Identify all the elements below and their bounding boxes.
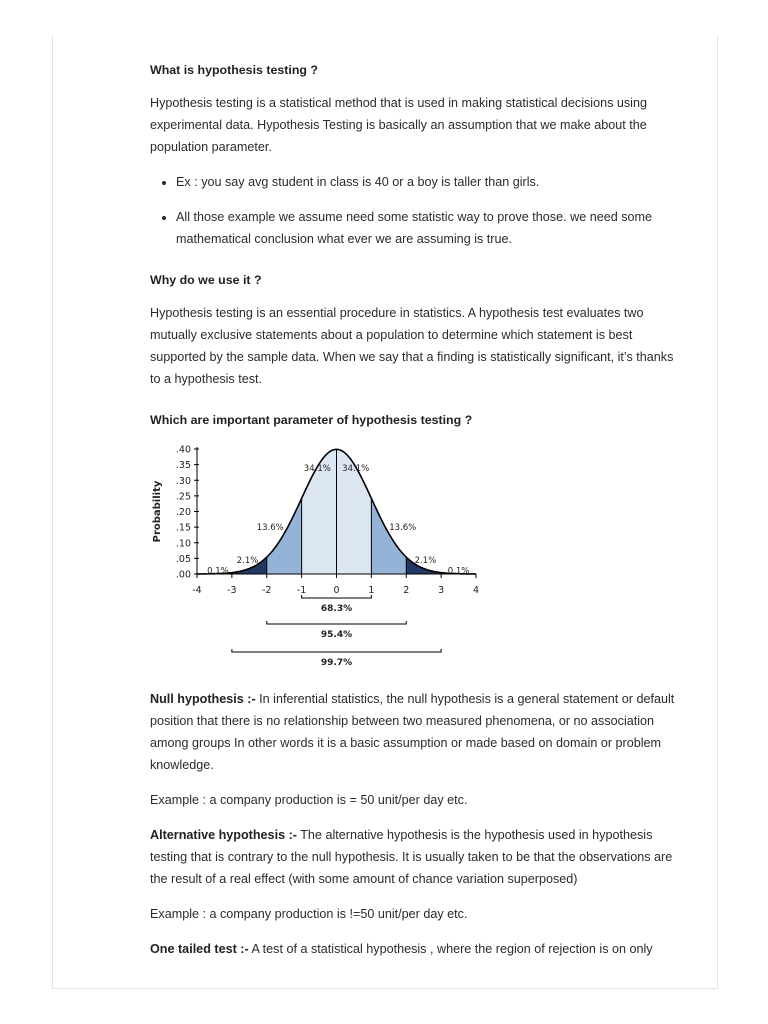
text-one-tailed: A test of a statistical hypothesis , where the region of rejection is on only [248,942,653,956]
area-percent-label: 13.6% [256,523,284,534]
x-tick-label: -1 [296,585,307,596]
chart-svg [144,442,484,674]
x-tick-label: 0 [333,585,340,596]
y-tick-label: .25 [175,491,191,503]
y-tick-label: .40 [175,444,191,456]
interval-label: 95.4% [320,630,353,640]
bullet-item: • All those example we assume need some statistic way to prove those. we need some mathematical conclusion what ever we are assuming is true. [176,206,680,250]
term-one-tailed: One tailed test :- [150,942,249,956]
para-what-is-hypothesis: Hypothesis testing is a statistical method that is used in making statistical decisions using experimental data. Hypothesis Testing is basically an assumption that we make about the population parameter. [150,96,647,154]
x-tick-label: 2 [403,585,410,596]
area-percent-label: 0.1% [447,566,470,577]
text-alternative-hypothesis: The alternative hypothesis is the hypothesis used in hypothesis testing that is contrary to the null hypothesis. It is usually taken to be that the observations are the result of a real effect (with some amount of chance variation superposed) [150,828,673,886]
term-null-hypothesis: Null hypothesis :- [150,692,256,706]
x-tick-label: -3 [227,585,237,596]
normal-distribution-chart [144,442,484,674]
x-tick-label: -4 [192,585,202,596]
area-percent-label: 2.1% [236,555,259,566]
y-tick-label: .20 [175,507,191,518]
area-percent-label: 2.1% [414,555,437,566]
bullet-item: • Ex : you say avg student in class is 40 or a boy is taller than girls. [176,171,680,193]
example-alternative: Example : a company production is !=50 unit/per day etc. [150,907,468,921]
y-tick-label: .30 [175,475,191,487]
para-why-use: Hypothesis testing is an essential procedure in statistics. A hypothesis test evaluates two mutually exclusive statements about a population to determine which statement is best supported by the sample data. When we say that a finding is statistically significant, it’s thanks to a hypothesis test. [150,306,674,386]
area-percent-label: 13.6% [389,523,417,534]
heading-parameters: Which are important parameter of hypothesis testing ? [150,413,473,427]
heading-what-is-hypothesis: What is hypothesis testing ? [150,63,318,77]
interval-label: 99.7% [320,658,353,668]
x-tick-label: -2 [262,585,272,596]
document-page [52,36,718,989]
heading-why-use: Why do we use it ? [150,273,262,287]
example-null: Example : a company production is = 50 unit/per day etc. [150,793,468,807]
interval-bracket [232,649,441,652]
y-tick-label: .00 [175,569,191,581]
area-percent-label: 0.1% [207,566,229,577]
y-tick-label: .35 [175,460,191,472]
y-tick-label: .15 [175,522,191,534]
x-tick-label: 4 [472,585,480,596]
x-tick-label: 3 [438,585,445,596]
para-one-tailed [150,938,680,960]
text-null-hypothesis: In inferential statistics, the null hypothesis is a general statement or default position that there is no relationship between two measured phenomena, or no association among groups In other words it is a basic assumption or made based on domain or problem knowledge. [150,692,675,772]
para-null-hypothesis [150,688,680,776]
interval-label: 68.3% [320,604,353,614]
article-content [150,60,680,973]
x-tick-label: 1 [368,585,375,596]
y-tick-label: .05 [175,553,191,565]
term-alternative-hypothesis: Alternative hypothesis :- [150,828,297,842]
interval-bracket [267,621,407,624]
para-alternative-hypothesis [150,824,680,890]
bullet-list-examples [150,171,680,250]
area-percent-label: 34.1% [303,463,331,474]
area-percent-label: 34.1% [342,463,370,474]
y-tick-label: .10 [175,538,191,550]
y-axis-label: Probability [152,480,163,543]
